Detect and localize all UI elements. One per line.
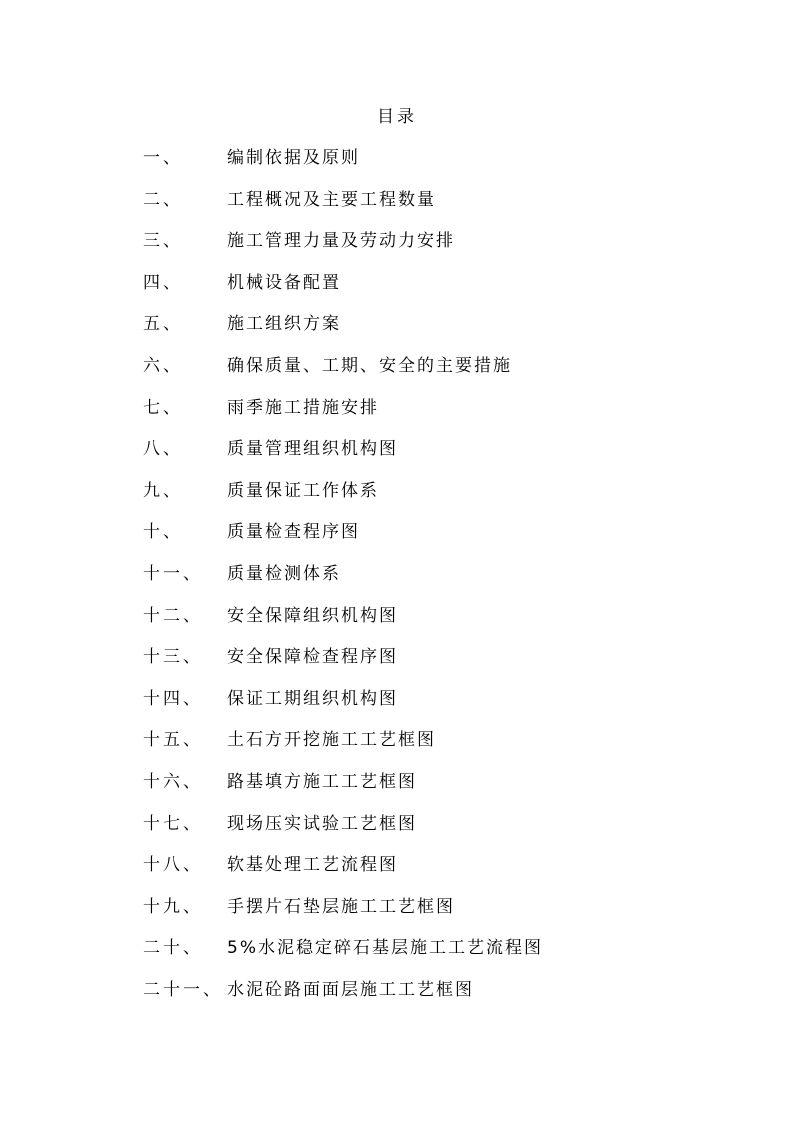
toc-item bbox=[143, 727, 663, 769]
toc-item-text: 5%水泥稳定碎石基层施工工艺流程图 bbox=[227, 938, 543, 959]
toc-item-text: 施工管理力量及劳动力安排 bbox=[227, 231, 455, 252]
toc-item bbox=[143, 519, 663, 561]
toc-item bbox=[143, 811, 663, 853]
toc-item bbox=[143, 228, 663, 270]
toc-item-text: 质量检测体系 bbox=[227, 563, 341, 584]
toc-item bbox=[143, 769, 663, 811]
toc-item-number: 六、 bbox=[143, 355, 183, 376]
toc-list bbox=[143, 145, 663, 1018]
toc-item-text: 雨季施工措施安排 bbox=[227, 397, 379, 418]
toc-item-number: 十五、 bbox=[143, 730, 203, 751]
toc-item-number: 二十、 bbox=[143, 938, 203, 959]
toc-item-text: 安全保障组织机构图 bbox=[227, 605, 398, 626]
toc-item-text: 质量管理组织机构图 bbox=[227, 439, 398, 460]
toc-item-number: 十七、 bbox=[143, 813, 203, 834]
toc-item bbox=[143, 353, 663, 395]
toc-item bbox=[143, 603, 663, 645]
toc-item bbox=[143, 187, 663, 229]
toc-item bbox=[143, 270, 663, 312]
toc-item bbox=[143, 935, 663, 977]
toc-item bbox=[143, 852, 663, 894]
toc-item-number: 三、 bbox=[143, 231, 183, 252]
toc-item-number: 七、 bbox=[143, 397, 183, 418]
toc-item-number: 十四、 bbox=[143, 688, 203, 709]
toc-item-number: 十三、 bbox=[143, 647, 203, 668]
toc-item-text: 质量保证工作体系 bbox=[227, 480, 379, 501]
toc-item bbox=[143, 686, 663, 728]
toc-item-text: 水泥砼路面面层施工工艺框图 bbox=[227, 979, 474, 1000]
toc-item bbox=[143, 977, 663, 1019]
toc-item-text: 路基填方施工工艺框图 bbox=[227, 771, 417, 792]
toc-item-text: 土石方开挖施工工艺框图 bbox=[227, 730, 436, 751]
toc-item-number: 二、 bbox=[143, 189, 183, 210]
toc-item bbox=[143, 311, 663, 353]
toc-item-text: 现场压实试验工艺框图 bbox=[227, 813, 417, 834]
toc-item bbox=[143, 894, 663, 936]
toc-title: 目录 bbox=[377, 107, 417, 127]
toc-item bbox=[143, 395, 663, 437]
toc-item-number: 一、 bbox=[143, 148, 183, 168]
toc-item-text: 质量检查程序图 bbox=[227, 522, 360, 543]
toc-item-number: 二十一、 bbox=[143, 979, 223, 1000]
toc-item-number: 八、 bbox=[143, 439, 183, 460]
toc-item bbox=[143, 561, 663, 603]
toc-item-text: 确保质量、工期、安全的主要措施 bbox=[227, 355, 512, 376]
toc-item-text: 编制依据及原则 bbox=[227, 148, 360, 168]
toc-item bbox=[143, 436, 663, 478]
toc-item-text: 手摆片石垫层施工工艺框图 bbox=[227, 896, 455, 917]
toc-item-text: 机械设备配置 bbox=[227, 272, 341, 293]
toc-item-number: 十二、 bbox=[143, 605, 203, 626]
toc-item-number: 十六、 bbox=[143, 771, 203, 792]
toc-item-number: 十九、 bbox=[143, 896, 203, 917]
toc-item-text: 工程概况及主要工程数量 bbox=[227, 189, 436, 210]
toc-item bbox=[143, 644, 663, 686]
toc-item-number: 十八、 bbox=[143, 855, 203, 876]
toc-item-text: 安全保障检查程序图 bbox=[227, 647, 398, 668]
toc-item-text: 保证工期组织机构图 bbox=[227, 688, 398, 709]
toc-item-text: 施工组织方案 bbox=[227, 314, 341, 335]
toc-item-text: 软基处理工艺流程图 bbox=[227, 855, 398, 876]
toc-item-number: 十一、 bbox=[143, 563, 203, 584]
toc-item bbox=[143, 478, 663, 520]
toc-item-number: 五、 bbox=[143, 314, 183, 335]
toc-item bbox=[143, 145, 663, 187]
toc-item-number: 四、 bbox=[143, 272, 183, 293]
toc-item-number: 九、 bbox=[143, 480, 183, 501]
toc-item-number: 十、 bbox=[143, 522, 183, 543]
